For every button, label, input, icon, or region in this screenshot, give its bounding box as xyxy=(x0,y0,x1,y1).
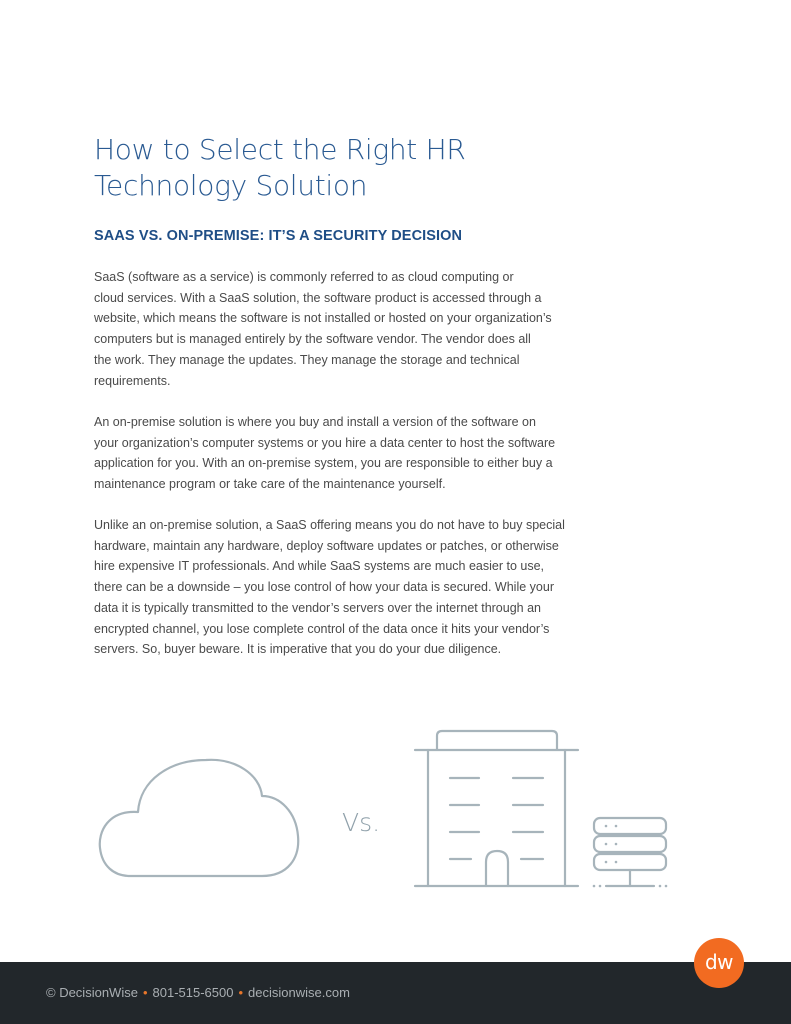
footer xyxy=(0,962,791,1024)
page-title xyxy=(94,132,654,204)
section-heading: SAAS VS. ON-PREMISE: IT’S A SECURITY DECISION xyxy=(94,228,463,244)
text-line: maintenance program or take care of the maintenance yourself. xyxy=(94,477,446,492)
text-line: website, which means the software is not installed or hosted on your organization’s xyxy=(94,311,552,326)
cloud-icon xyxy=(100,760,298,876)
text-line: hire expensive IT professionals. And while SaaS systems are much easier to use, xyxy=(94,559,544,574)
server-rack-icon xyxy=(594,818,666,886)
paragraph-saas xyxy=(94,267,552,391)
text-line: application for you. With an on-premise system, you are responsible to either buy a xyxy=(94,456,553,471)
text-line: the work. They manage the updates. They manage the storage and technical xyxy=(94,352,520,367)
footer-separator: • xyxy=(142,985,148,1000)
illustration xyxy=(0,700,791,900)
footer-separator: • xyxy=(238,985,244,1000)
text-line: Unlike an on-premise solution, a SaaS offering means you do not have to buy special xyxy=(94,518,565,532)
text-line: data it is typically transmitted to the vendor’s servers over the internet through an xyxy=(94,600,541,615)
vs-label: Vs. xyxy=(342,808,381,837)
footer-website-link[interactable]: decisionwise.com xyxy=(248,985,350,1000)
text-line: encrypted channel, you lose complete control of the data once it hits your vendor’s xyxy=(94,621,550,636)
text-line: SaaS (software as a service) is commonly referred to as cloud computing or xyxy=(94,270,514,284)
text-line: servers. So, buyer beware. It is imperative that you do your due diligence. xyxy=(94,642,502,657)
text-line: hardware, maintain any hardware, deploy software updates or patches, or otherwise xyxy=(94,538,559,553)
footer-copyright: © DecisionWise xyxy=(46,985,138,1000)
decisionwise-logo: dw xyxy=(694,938,744,988)
text-line: there can be a downside – you lose control of how your data is secured. While your xyxy=(94,580,554,595)
text-line: cloud services. With a SaaS solution, the software product is accessed through a xyxy=(94,290,542,305)
text-line: computers but is managed entirely by the software vendor. The vendor does all xyxy=(94,332,531,347)
paragraph-on-premise xyxy=(94,412,555,495)
office-building-icon xyxy=(415,731,578,886)
page-title-line: How to Select the Right HR xyxy=(94,133,466,166)
paragraph-comparison xyxy=(94,515,565,660)
footer-contact xyxy=(46,985,350,1000)
page-title-line: Technology Solution xyxy=(94,169,368,202)
text-line: requirements. xyxy=(94,373,171,388)
text-line: An on-premise solution is where you buy and install a version of the software on xyxy=(94,415,536,429)
footer-phone: 801-515-6500 xyxy=(152,985,234,1000)
text-line: your organization’s computer systems or you hire a data center to host the software xyxy=(94,435,556,450)
